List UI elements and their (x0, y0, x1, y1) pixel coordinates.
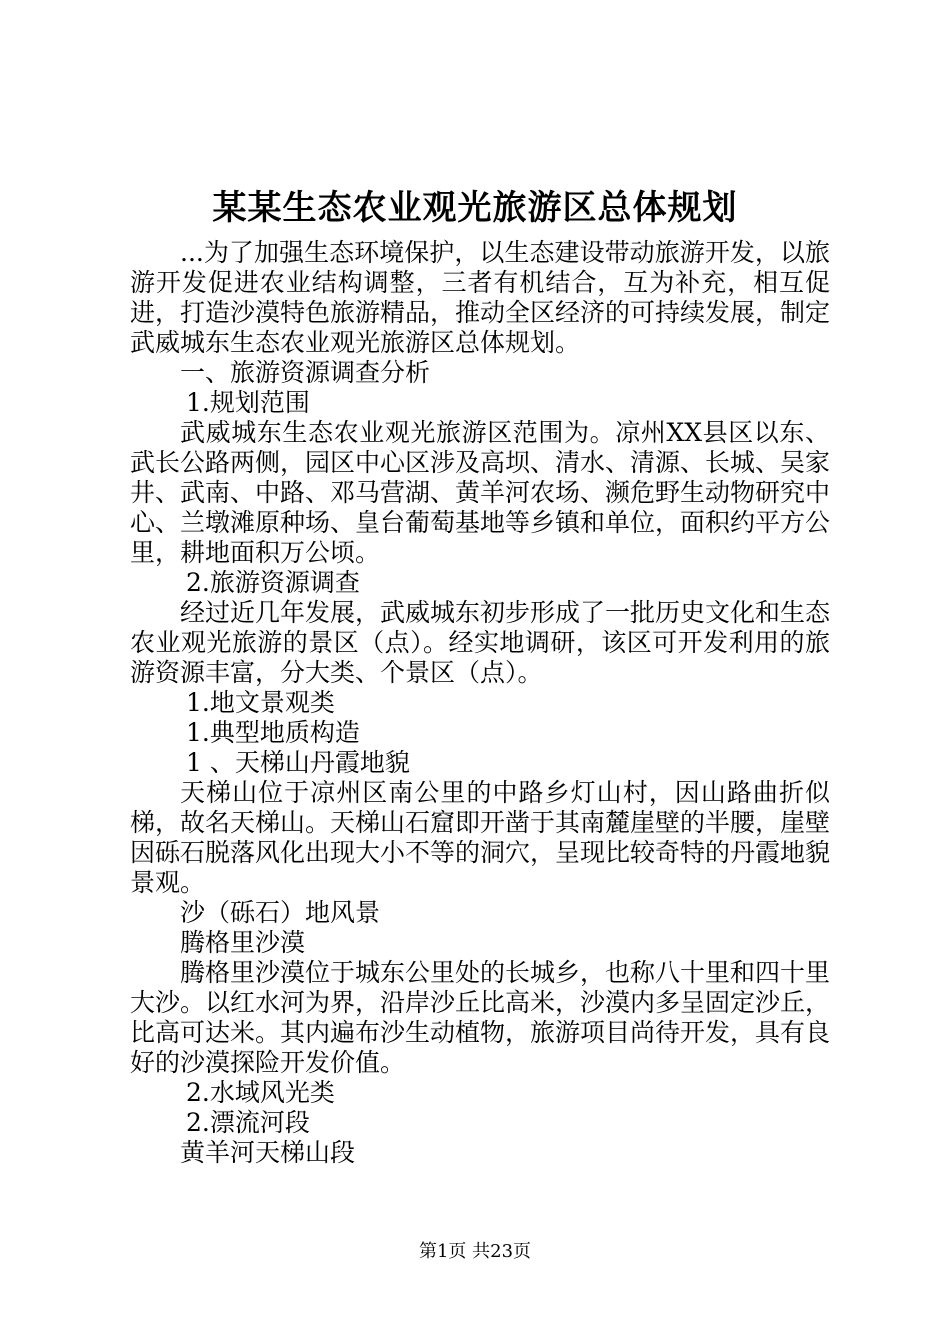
subsection-heading-text: 2.漂流河段 (186, 1108, 310, 1137)
paragraph-text: ...为了加强生态环境保护，以生态建设带动旅游开发，以旅游开发促进农业结构调整，三者有机结合，互为补充，相互促进，打造沙漠特色旅游精品，推动全区经济的可持续发展，制定武威城东生态农业观光旅游区总体规划。 (130, 238, 831, 357)
subsection-heading-text: 1 、天梯山丹霞地貌 (186, 748, 410, 777)
subsection-heading (130, 718, 830, 748)
paragraph-text: 经过近几年发展，武威城东初步形成了一批历史文化和生态农业观光旅游的景区（点）。经实地调研，该区可开发利用的旅游资源丰富，分大类、个景区（点）。 (130, 598, 831, 687)
subsection-heading-text: 2.水域风光类 (186, 1078, 335, 1107)
section-heading-text: 黄羊河天梯山段 (180, 1138, 356, 1167)
section-heading (130, 1138, 830, 1168)
subsection-heading (130, 748, 830, 778)
paragraph-text: 腾格里沙漠位于城东公里处的长城乡，也称八十里和四十里大沙。以红水河为界，沿岸沙丘比高米，沙漠内多呈固定沙丘，比高可达米。其内遍布沙生动植物，旅游项目尚待开发，具有良好的沙漠探险开发价值。 (130, 958, 831, 1077)
section-heading-text: 腾格里沙漠 (180, 928, 306, 957)
document-body (130, 238, 830, 1168)
subsection-heading (130, 568, 830, 598)
paragraph (130, 598, 830, 688)
subsection-heading-text: 1.典型地质构造 (186, 718, 360, 747)
paragraph (130, 958, 830, 1078)
document-title: 某某生态农业观光旅游区总体规划 (212, 188, 738, 228)
paragraph-text: 武威城东生态农业观光旅游区范围为。凉州XX县区以东、武长公路两侧，园区中心区涉及高坝、清水、清源、长城、吴家井、武南、中路、邓马营湖、黄羊河农场、濒危野生动物研究中心、兰墩滩原种场、皇台葡萄基地等乡镇和单位，面积约平方公里，耕地面积万公顷。 (130, 418, 831, 567)
page-number: 第1页 共23页 (418, 1241, 532, 1262)
section-heading (130, 928, 830, 958)
subsection-heading (130, 1108, 830, 1138)
section-heading-text: 沙（砾石）地风景 (180, 898, 381, 927)
paragraph (130, 238, 830, 358)
subsection-heading (130, 1078, 830, 1108)
paragraph-text: 天梯山位于凉州区南公里的中路乡灯山村，因山路曲折似梯，故名天梯山。天梯山石窟即开凿于其南麓崖壁的半腰，崖壁因砾石脱落风化出现大小不等的洞穴，呈现比较奇特的丹霞地貌景观。 (130, 778, 831, 897)
section-heading-text: 一、旅游资源调查分析 (180, 358, 431, 387)
section-heading (130, 358, 830, 388)
paragraph (130, 418, 830, 568)
paragraph (130, 778, 830, 898)
subsection-heading-text: 2.旅游资源调查 (186, 568, 360, 597)
subsection-heading-text: 1.地文景观类 (186, 688, 335, 717)
subsection-heading-text: 1.规划范围 (186, 388, 310, 417)
section-heading (130, 898, 830, 928)
subsection-heading (130, 688, 830, 718)
subsection-heading (130, 388, 830, 418)
